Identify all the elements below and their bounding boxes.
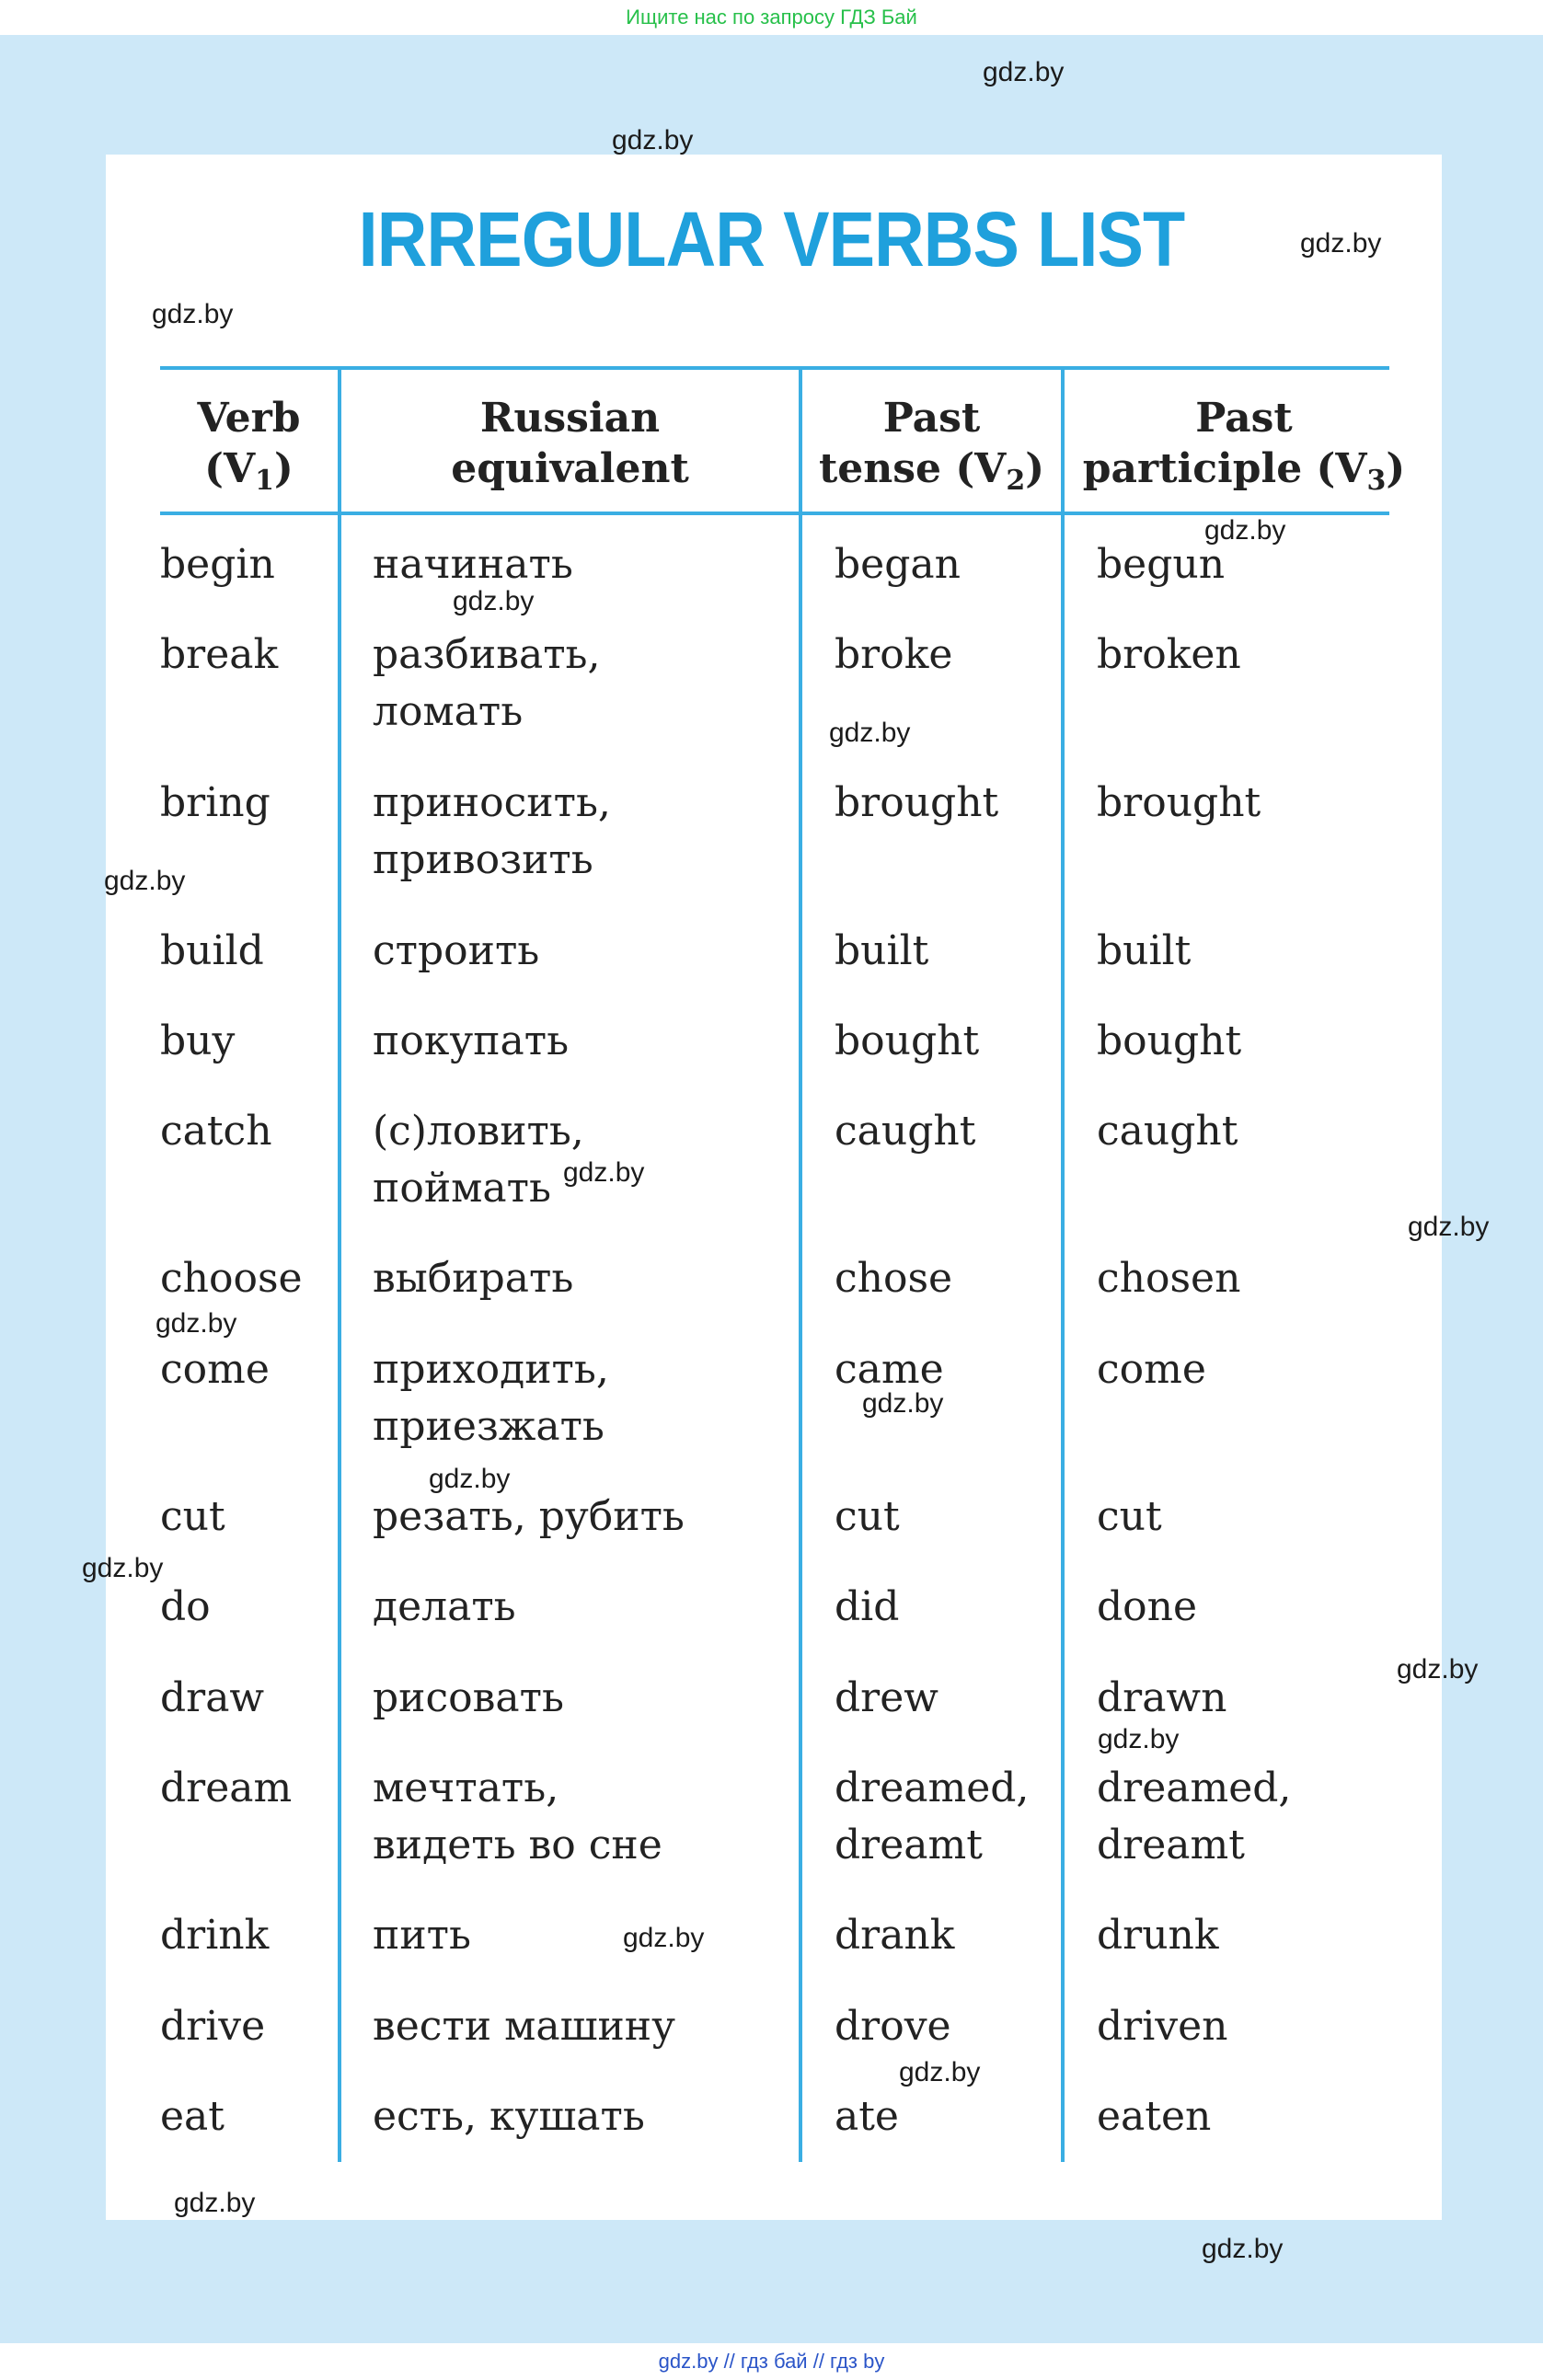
russian-cell: делать (373, 1583, 516, 1630)
header-verb: Verb $(V_1)$ (197, 395, 301, 497)
past-participle-cell: brought (1097, 779, 1261, 826)
watermark: gdz.by (155, 1308, 237, 1339)
past-participle-cell: chosen (1097, 1255, 1241, 1302)
verb-cell: catch (160, 1108, 272, 1155)
past-participle-cell: cut (1097, 1493, 1162, 1540)
top-banner: Ищите нас по запросу ГДЗ Бай (0, 0, 1543, 35)
column-divider-1 (338, 368, 341, 2162)
verb-cell: begin (160, 541, 275, 588)
watermark: gdz.by (899, 2057, 981, 2087)
past-tense-cell: chose (835, 1255, 953, 1302)
watermark: gdz.by (829, 718, 911, 748)
past-tense-cell: dreamed, dreamt (835, 1765, 1030, 1868)
russian-cell: вести машину (373, 2003, 676, 2050)
russian-cell: есть, кушать (373, 2093, 645, 2140)
past-tense-cell: built (835, 927, 929, 974)
past-tense-cell: brought (835, 779, 999, 826)
past-tense-cell: cut (835, 1493, 900, 1540)
past-participle-cell: drawn (1097, 1674, 1227, 1721)
past-participle-cell: caught (1097, 1108, 1238, 1155)
watermark: gdz.by (563, 1157, 645, 1188)
past-tense-cell: drew (835, 1674, 938, 1721)
past-participle-cell: built (1097, 927, 1192, 974)
past-participle-cell: come (1097, 1346, 1206, 1393)
russian-cell: приносить, привозить (373, 779, 611, 883)
past-tense-cell: began (835, 541, 961, 588)
past-participle-cell: broken (1097, 631, 1241, 678)
watermark: gdz.by (1408, 1212, 1490, 1242)
russian-cell: выбирать (373, 1255, 574, 1302)
russian-cell: мечтать, видеть во сне (373, 1765, 662, 1868)
russian-cell: резать, рубить (373, 1493, 685, 1540)
russian-cell: рисовать (373, 1674, 564, 1721)
verb-cell: choose (160, 1255, 303, 1302)
past-tense-cell: ate (835, 2093, 899, 2140)
past-tense-cell: broke (835, 631, 953, 678)
past-participle-cell: done (1097, 1583, 1198, 1630)
verb-cell: cut (160, 1493, 225, 1540)
watermark: gdz.by (82, 1553, 164, 1583)
past-participle-cell: begun (1097, 541, 1226, 588)
bottom-banner: gdz.by // гдз бай // гдз by (0, 2343, 1543, 2380)
verb-cell: come (160, 1346, 270, 1393)
column-divider-2 (799, 368, 802, 2162)
past-participle-cell: driven (1097, 2003, 1228, 2050)
watermark: gdz.by (1202, 2234, 1284, 2264)
watermark: gdz.by (1098, 1724, 1180, 1754)
verb-cell: drive (160, 2003, 266, 2050)
verb-cell: buy (160, 1018, 236, 1064)
russian-cell: пить (373, 1912, 471, 1959)
verb-cell: drink (160, 1912, 270, 1959)
watermark: gdz.by (429, 1464, 511, 1494)
verb-cell: eat (160, 2093, 225, 2140)
header-past-participle: Past participle $(V_3)$ (1082, 395, 1406, 497)
russian-cell: разбивать, ломать (373, 631, 601, 735)
watermark: gdz.by (1204, 515, 1286, 546)
past-participle-cell: bought (1097, 1018, 1242, 1064)
table-top-rule (160, 366, 1389, 370)
verb-cell: dream (160, 1765, 293, 1811)
past-tense-cell: bought (835, 1018, 980, 1064)
verb-cell: do (160, 1583, 211, 1630)
header-past-tense: Past tense $(V_2)$ (818, 395, 1045, 497)
watermark: gdz.by (104, 866, 186, 896)
russian-cell: (с)ловить, поймать (373, 1108, 584, 1212)
watermark: gdz.by (623, 1923, 705, 1953)
russian-cell: начинать (373, 541, 573, 588)
verb-cell: bring (160, 779, 271, 826)
verb-cell: break (160, 631, 279, 678)
russian-cell: покупать (373, 1018, 570, 1064)
russian-cell: строить (373, 927, 540, 974)
header-russian: Russian equivalent (451, 395, 689, 492)
watermark: gdz.by (453, 586, 535, 616)
past-tense-cell: drank (835, 1912, 955, 1959)
watermark: gdz.by (1397, 1654, 1479, 1684)
watermark: gdz.by (612, 125, 694, 155)
past-tense-cell: drove (835, 2003, 951, 2050)
watermark: gdz.by (862, 1388, 944, 1419)
past-participle-cell: drunk (1097, 1912, 1219, 1959)
past-participle-cell: eaten (1097, 2093, 1212, 2140)
watermark: gdz.by (174, 2188, 256, 2218)
past-tense-cell: did (835, 1583, 900, 1630)
past-tense-cell: caught (835, 1108, 976, 1155)
watermark: gdz.by (983, 57, 1065, 87)
watermark: gdz.by (152, 299, 234, 329)
russian-cell: приходить, приезжать (373, 1346, 609, 1450)
watermark: gdz.by (1300, 228, 1382, 259)
past-participle-cell: dreamed, dreamt (1097, 1765, 1292, 1868)
verb-cell: build (160, 927, 264, 974)
column-divider-3 (1061, 368, 1065, 2162)
past-tense-cell: came (835, 1346, 944, 1393)
page-title: IRREGULAR VERBS LIST (358, 196, 1185, 282)
verb-cell: draw (160, 1674, 265, 1721)
